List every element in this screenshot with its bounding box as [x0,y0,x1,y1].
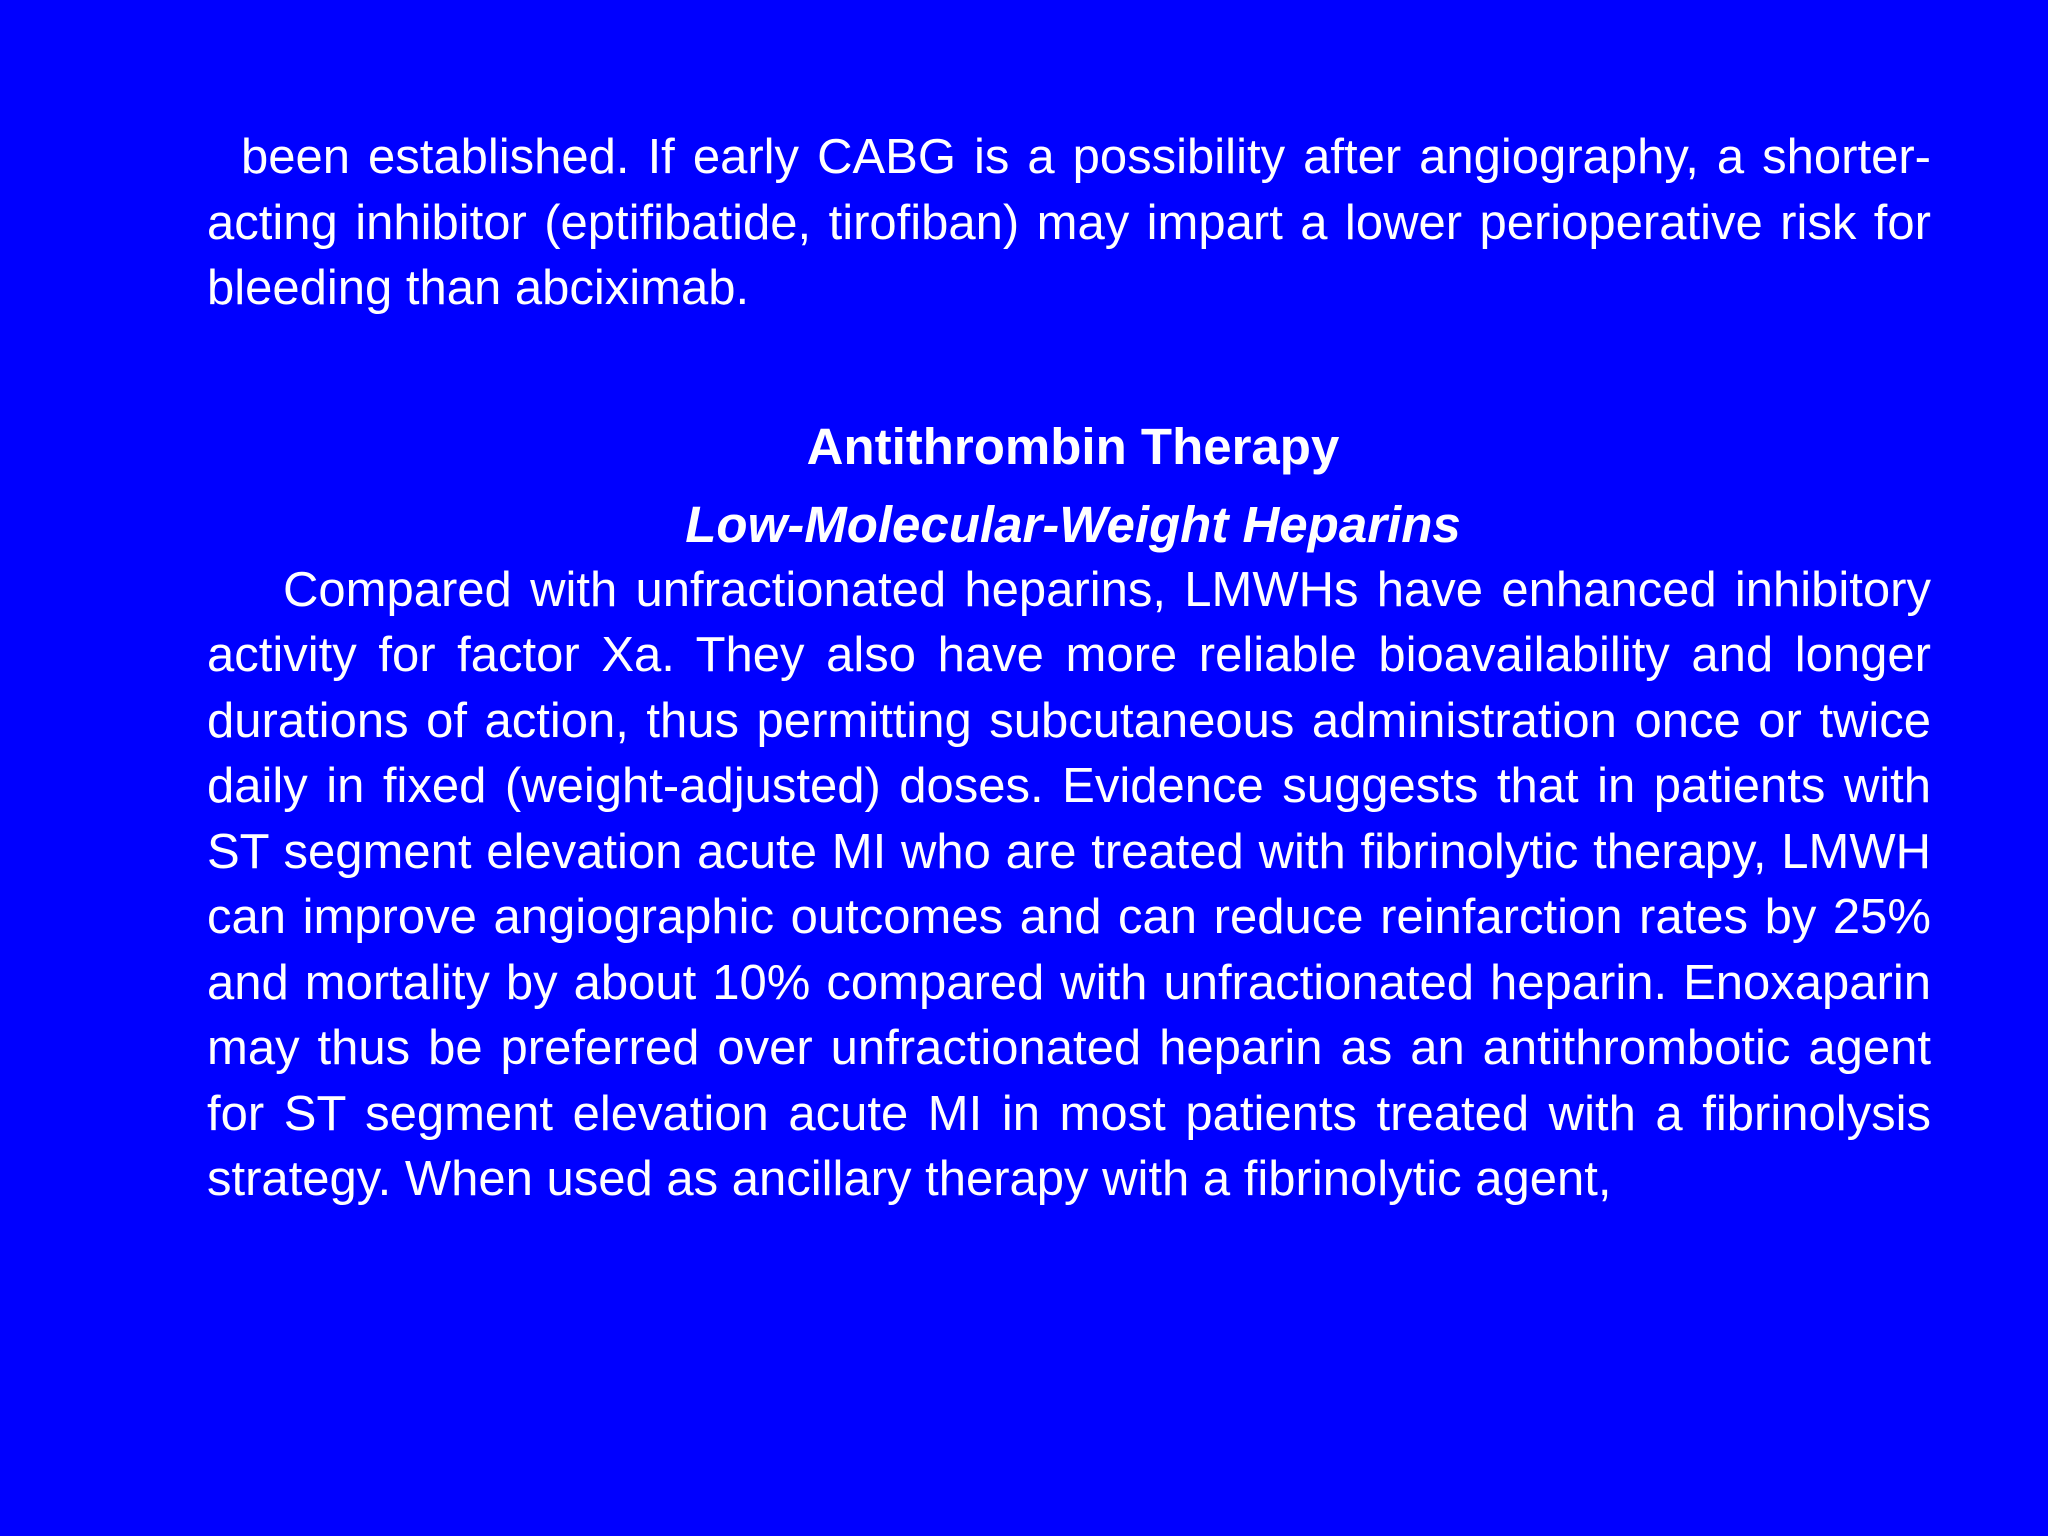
slide-content [207,125,1931,1213]
subsection-heading: Low-Molecular-Weight Heparins [685,495,1461,553]
body-paragraph: Compared with unfractionated heparins, LMWHs have enhanced inhibitory activity for factor Xa. They also have more reliable bioavailability and longer durations of action, thus permitting subcutaneous administration once or twice daily in fixed (weight-adjusted) doses. Evidence suggests that in patients with ST segment elevation acute MI who are treated with fibrinolytic therapy, LMWH can improve angiographic outcomes and can reduce reinfarction rates by 25% and mortality by about 10% compared with unfractionated heparin. Enoxaparin may thus be preferred over unfractionated heparin as an antithrombotic agent for ST segment elevation acute MI in most patients treated with a fibrinolysis strategy. When used as ancillary therapy with a fibrinolytic agent, [207,562,1931,1206]
section-heading: Antithrombin Therapy [806,417,1340,475]
intro-paragraph: been established. If early CABG is a possibility after angiography, a shorter-acting inhibitor (eptifibatide, tirofiban) may impart a lower perioperative risk for bleeding than abciximab. [207,130,1931,315]
